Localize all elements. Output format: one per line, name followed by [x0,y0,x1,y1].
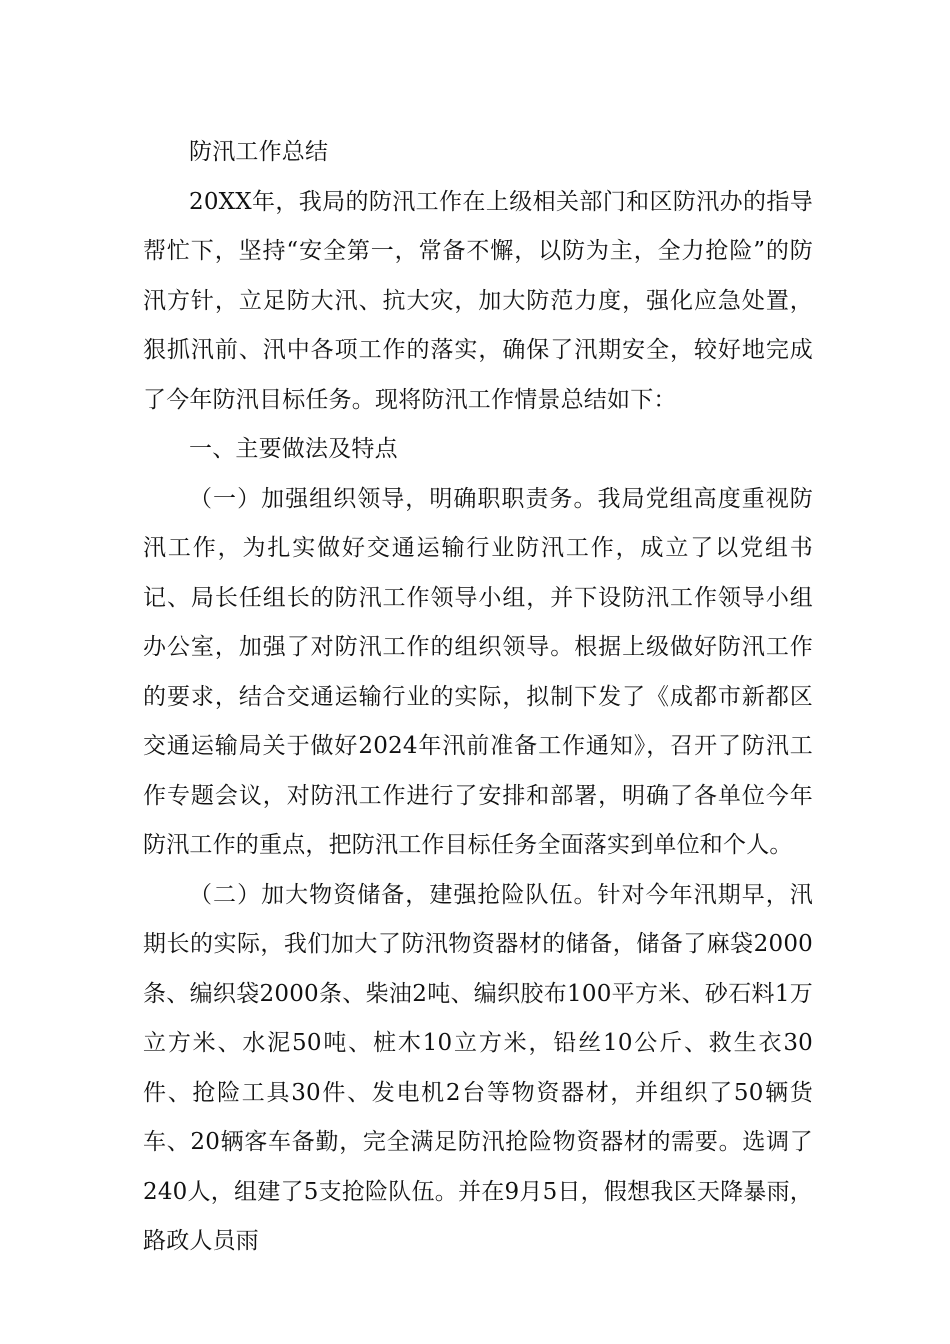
document-title: 防汛工作总结 [189,139,329,165]
section-heading-main-practices: 一、主要做法及特点 [189,436,398,462]
paragraph-material-reserves: （二）加大物资储备，建强抢险队伍。针对今年汛期早，汛期长的实际，我们加大了防汛物资器材的储备，储备了麻袋2000条、编织袋2000条、柴油2吨、编织胶布100平方米、砂石料1万立方米、水泥50吨、桩木10立方米，铅丝10公斤、救生衣30件、抢险工具30件、发电机2台等物资器材，并组织了50辆货车、20辆客车备勤，完全满足防汛抢险物资器材的需要。选调了240人，组建了5支抢险队伍。并在9月5日，假想我区天降暴雨，路政人员雨 [143,881,813,1254]
paragraph-organization-leadership: （一）加强组织领导，明确职职责务。我局党组高度重视防汛工作，为扎实做好交通运输行业防汛工作，成立了以党组书记、局长任组长的防汛工作领导小组，并下设防汛工作领导小组办公室，加强了对防汛工作的组织领导。根据上级做好防汛工作的要求，结合交通运输行业的实际，拟制下发了《成都市新都区交通运输局关于做好2024年汛前准备工作通知》，召开了防汛工作专题会议，对防汛工作进行了安排和部署，明确了各单位今年防汛工作的重点，把防汛工作目标任务全面落实到单位和个人。 [143,485,813,858]
document-body [143,128,813,1267]
paragraph-intro: 20XX年，我局的防汛工作在上级相关部门和区防汛办的指导帮忙下，坚持“安全第一，常备不懈，以防为主，全力抢险”的防汛方针，立足防大汛、抗大灾，加大防范力度，强化应急处置，狠抓汛前、汛中各项工作的落实，确保了汛期安全，较好地完成了今年防汛目标任务。现将防汛工作情景总结如下： [143,188,813,413]
